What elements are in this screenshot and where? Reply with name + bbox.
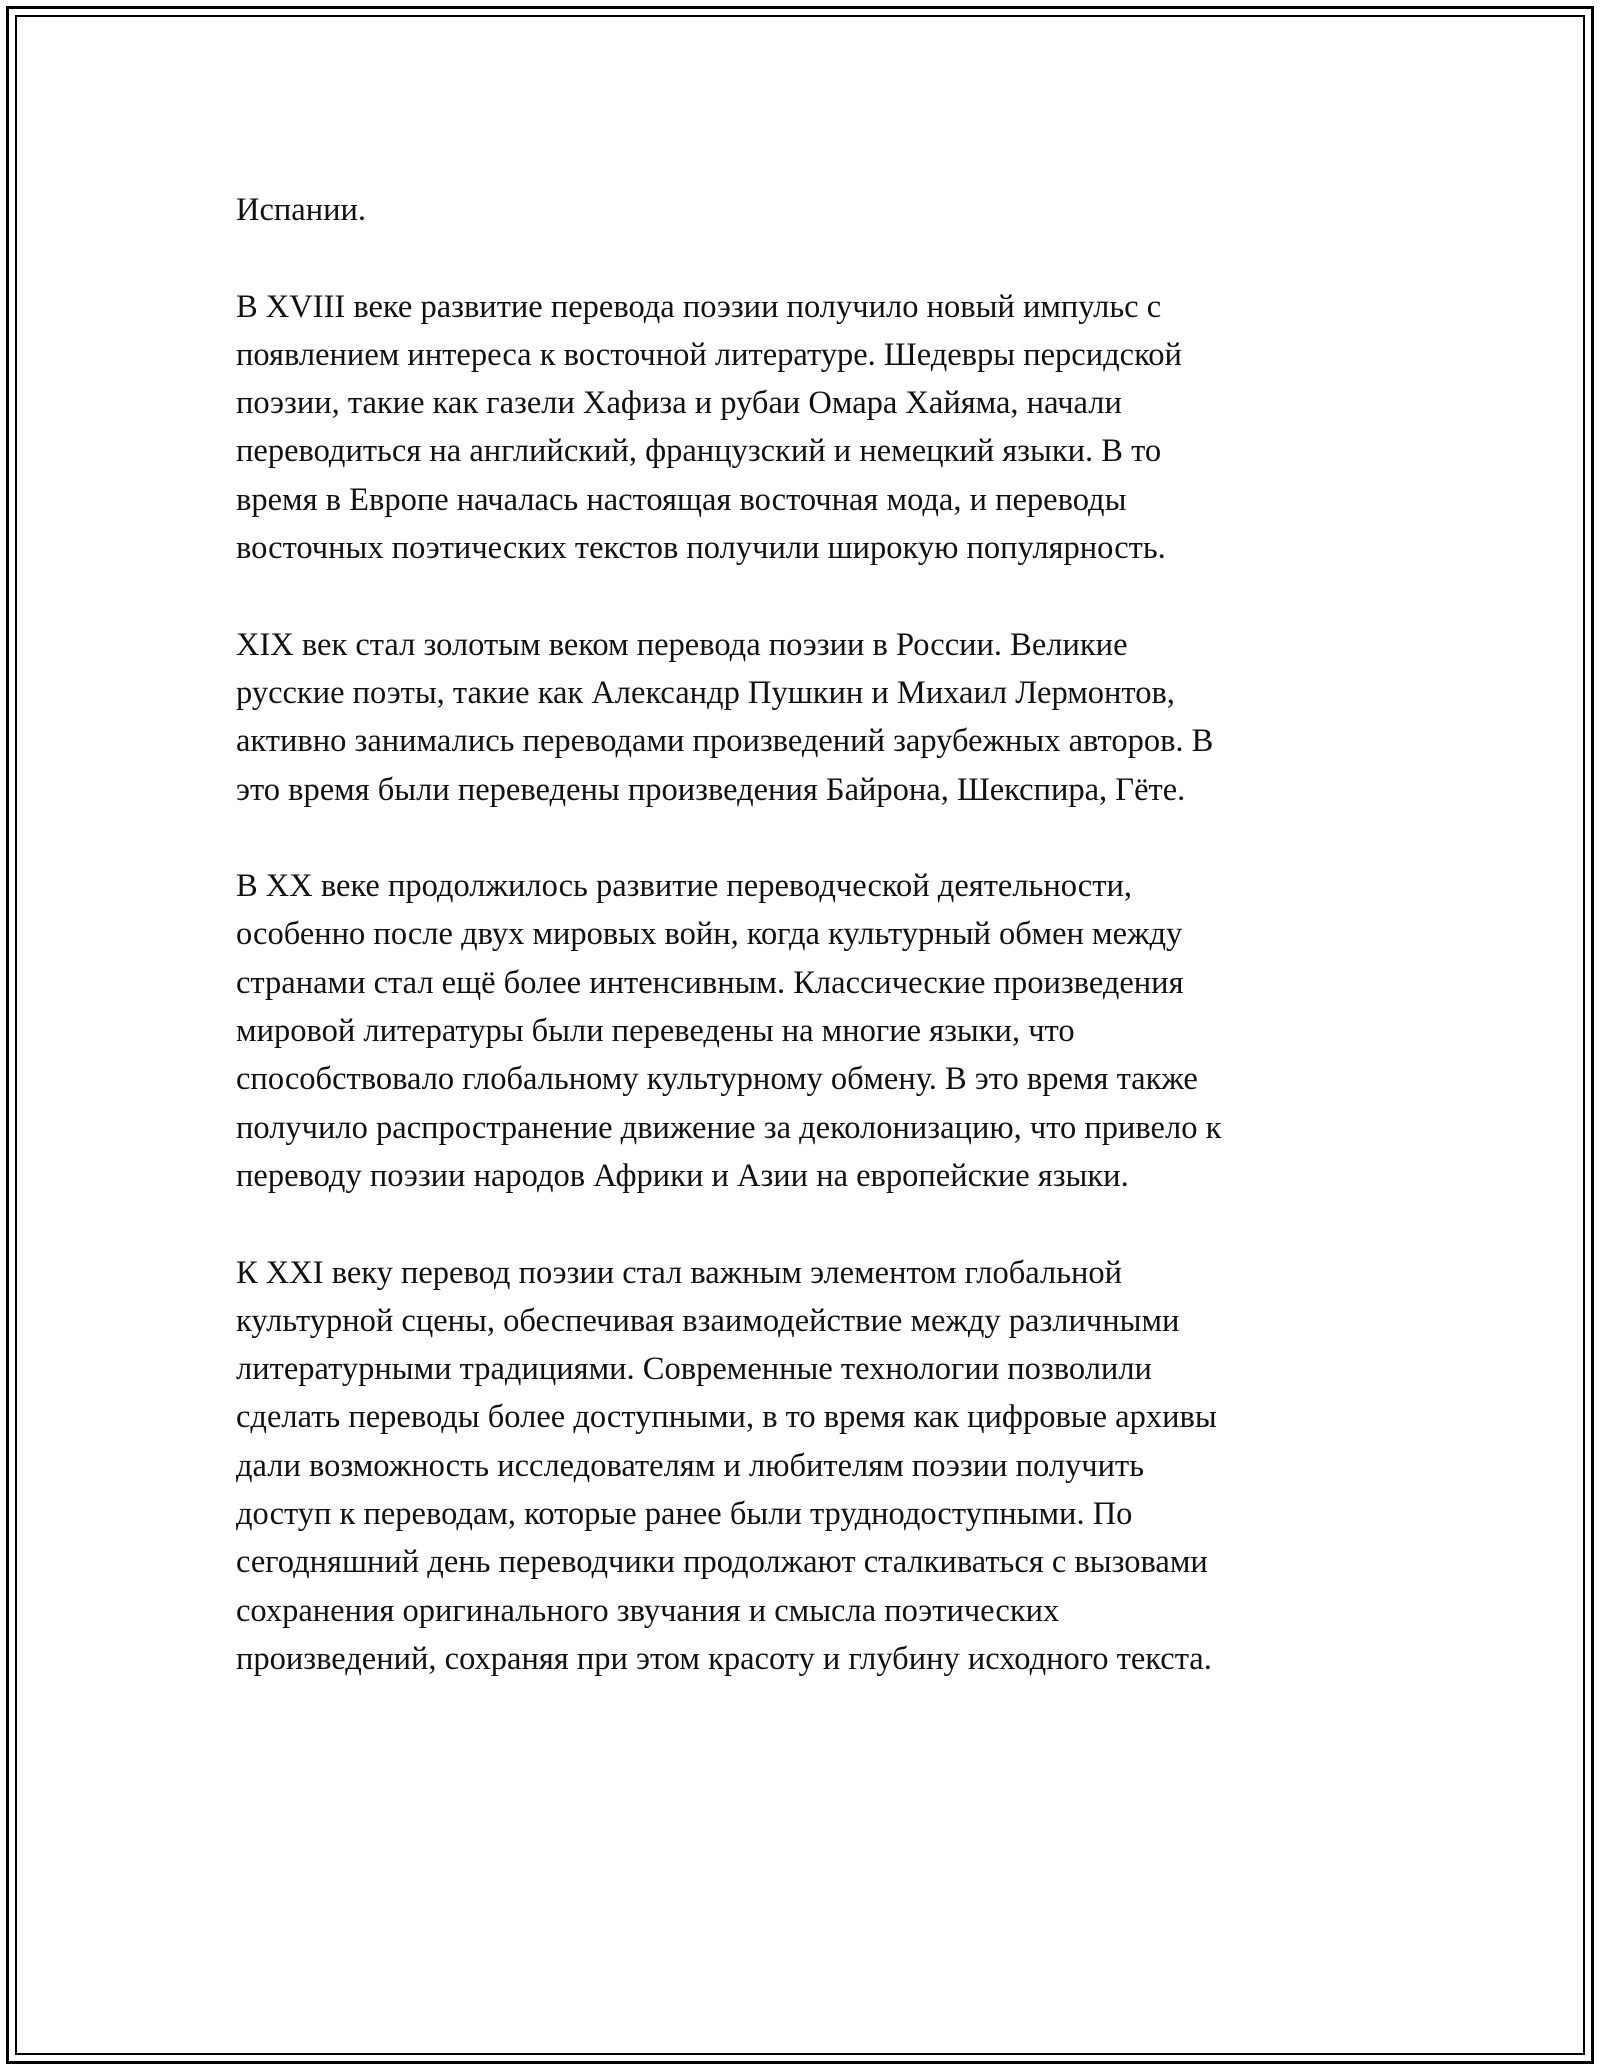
text-line: получило распространение движение за деколонизацию, что привело к: [236, 1109, 1222, 1146]
document-body: [236, 186, 1386, 1732]
text-line: К XXI веку перевод поэзии стал важным элементом глобальной: [236, 1254, 1123, 1291]
text-line: переводиться на английский, французский и немецкий языки. В то: [236, 433, 1162, 470]
paragraph-4: [236, 862, 1386, 1200]
text-line: В XX веке продолжилось развитие переводческой деятельности,: [236, 868, 1132, 905]
text-line: странами стал ещё более интенсивным. Классические произведения: [236, 964, 1184, 1001]
paragraph-5: [236, 1249, 1386, 1684]
paragraph-1: [236, 186, 1386, 234]
text-line: появлением интереса к восточной литературе. Шедевры персидской: [236, 336, 1182, 373]
text-line: В XVIII веке развитие перевода поэзии получило новый импульс с: [236, 288, 1162, 325]
text-line: дали возможность исследователям и любителям поэзии получить: [236, 1447, 1145, 1484]
text-line: мировой литературы были переведены на многие языки, что: [236, 1013, 1075, 1050]
text-line: это время были переведены произведения Байрона, Шекспира, Гёте.: [236, 771, 1186, 808]
text-line: сегодняшний день переводчики продолжают сталкиваться с вызовами: [236, 1544, 1208, 1581]
paragraph-3: [236, 621, 1386, 814]
text-line: способствовало глобальному культурному обмену. В это время также: [236, 1061, 1198, 1098]
text-line: сохранения оригинального звучания и смысла поэтических: [236, 1592, 1060, 1629]
text-line: время в Европе началась настоящая восточная мода, и переводы: [236, 481, 1127, 518]
text-line: культурной сцены, обеспечивая взаимодействие между различными: [236, 1302, 1180, 1339]
text-line: сделать переводы более доступными, в то время как цифровые архивы: [236, 1399, 1217, 1436]
text-line: литературными традициями. Современные технологии позволили: [236, 1351, 1152, 1388]
text-line: Испании.: [236, 192, 367, 228]
text-line: поэзии, такие как газели Хафиза и рубаи Омара Хайяма, начали: [236, 385, 1122, 422]
text-line: особенно после двух мировых войн, когда культурный обмен между: [236, 916, 1183, 953]
text-line: активно занимались переводами произведений зарубежных авторов. В: [236, 723, 1214, 760]
text-line: произведений, сохраняя при этом красоту и глубину исходного текста.: [236, 1640, 1212, 1677]
text-line: восточных поэтических текстов получили широкую популярность.: [236, 530, 1166, 567]
text-line: переводу поэзии народов Африки и Азии на европейские языки.: [236, 1157, 1129, 1194]
text-line: доступ к переводам, которые ранее были труднодоступными. По: [236, 1496, 1133, 1533]
paragraph-2: [236, 283, 1386, 573]
text-line: XIX век стал золотым веком перевода поэзии в России. Великие: [236, 626, 1128, 663]
text-line: русские поэты, такие как Александр Пушкин и Михаил Лермонтов,: [236, 674, 1175, 711]
